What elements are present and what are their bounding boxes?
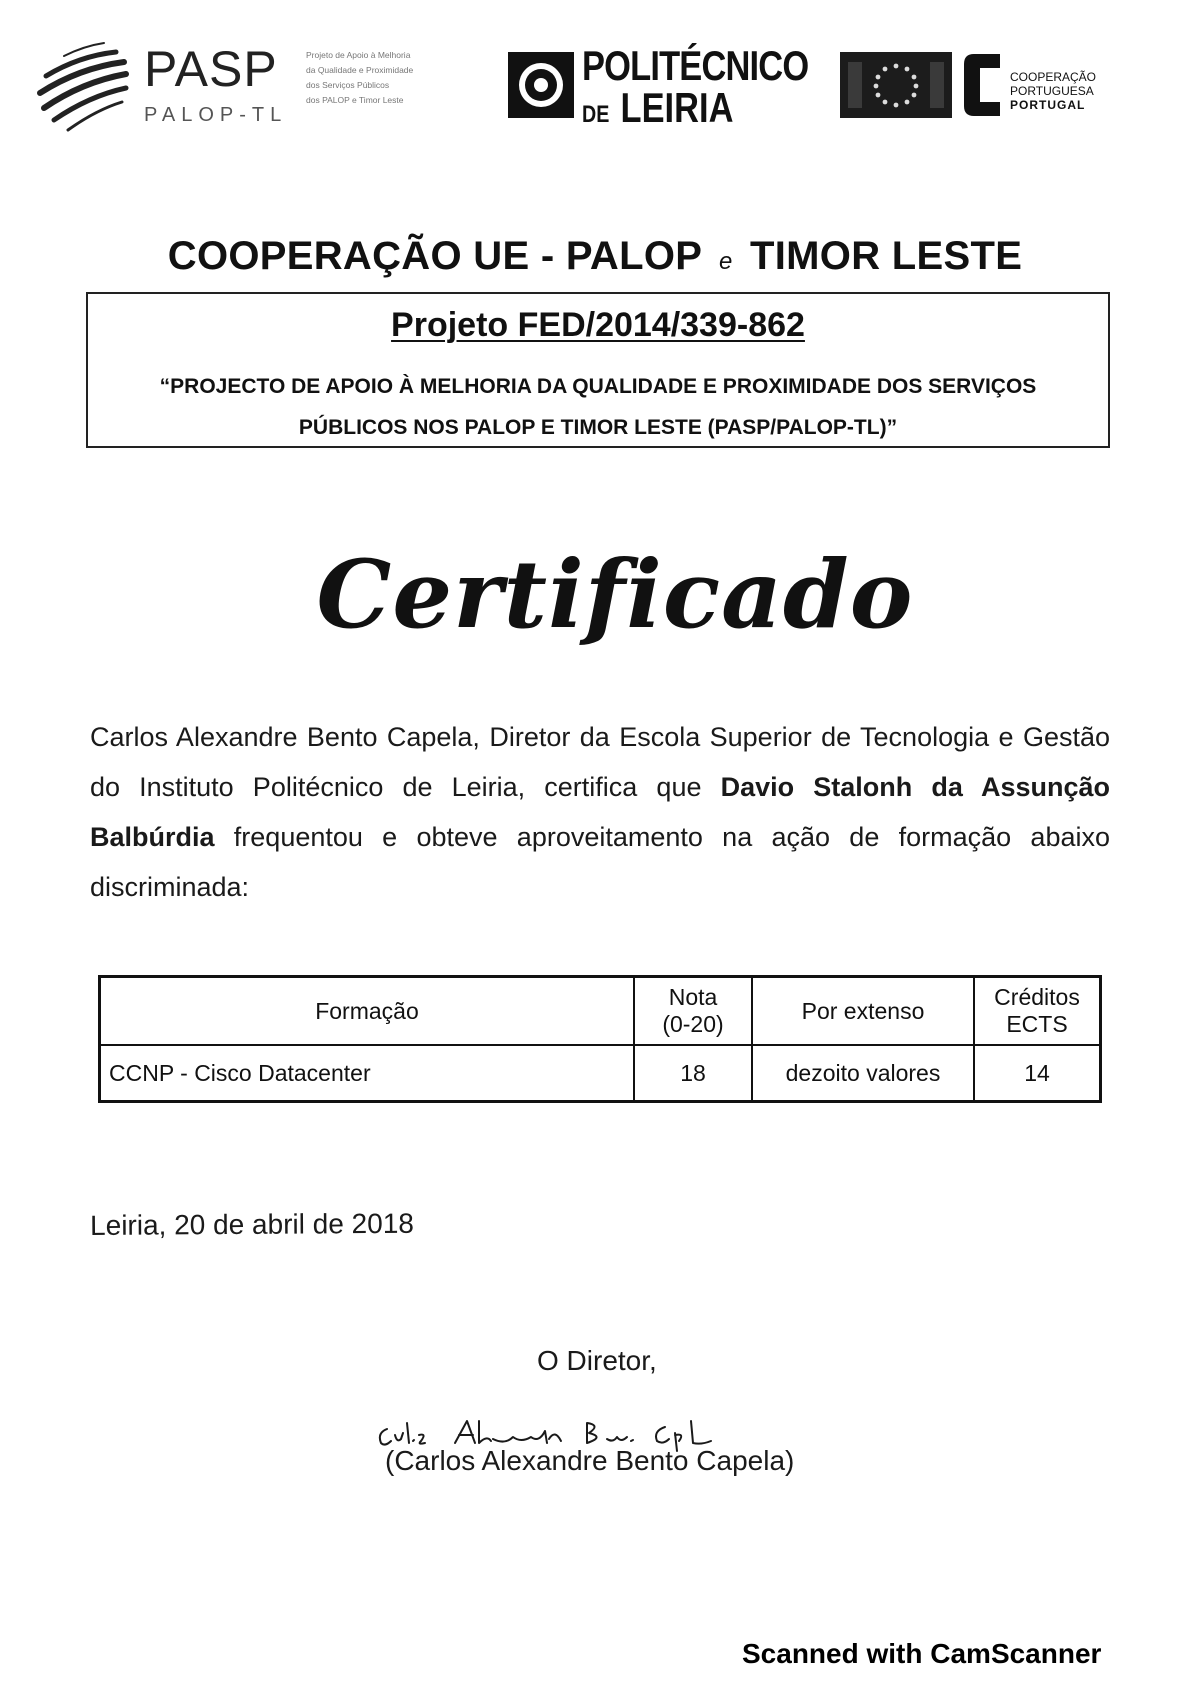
cooperacao-c-icon — [962, 52, 1002, 118]
place-date: Leiria, 20 de abril de 2018 — [90, 1207, 415, 1241]
politecnico-city-prefix: DE — [582, 101, 610, 128]
certificate-body-outro: frequentou e obteve aproveitamento na ação de formação abaixo discriminada: — [90, 822, 1110, 902]
cell-creditos: 14 — [974, 1045, 1101, 1102]
certificate-title: Certificado — [316, 540, 914, 650]
header-nota-line1: Nota — [668, 984, 718, 1010]
eu-flag-icon — [840, 52, 952, 118]
certificate-body-intro: Carlos Alexandre Bento Capela, Diretor da Escola Superior de Tecnologia e Gestão do Instituto Politécnico de Leiria, certifica que — [90, 722, 1110, 802]
project-code — [88, 306, 1108, 345]
cooperacao-portuguesa-logo — [840, 52, 1110, 122]
cooperacao-line: COOPERAÇÃO — [1010, 70, 1097, 84]
heading-right: TIMOR LESTE — [750, 234, 1023, 278]
cooperacao-line: PORTUGUESA — [1010, 84, 1094, 98]
project-description-line2: PÚBLICOS NOS PALOP E TIMOR LESTE (PASP/PALOP-TL)” — [298, 416, 898, 439]
header-extenso: Por extenso — [752, 977, 974, 1046]
main-heading — [0, 234, 1190, 279]
politecnico-leiria-logo — [508, 42, 809, 131]
pasp-subtitle: PALOP-TL — [144, 104, 288, 126]
politecnico-city-name: LEIRIA — [620, 84, 734, 131]
pasp-logo — [34, 38, 464, 138]
scanner-watermark: Scanned with CamScanner — [742, 1638, 1102, 1669]
pasp-description-line: Projeto de Apoio à Melhoria — [306, 50, 411, 60]
cell-formacao: CCNP - Cisco Datacenter — [100, 1045, 635, 1102]
director-title: O Diretor, — [537, 1345, 657, 1376]
project-description-line1: “PROJECTO DE APOIO À MELHORIA DA QUALIDADE E PROXIMIDADE DOS SERVIÇOS — [159, 375, 1037, 398]
pasp-description-line: dos Serviços Públicos — [306, 80, 390, 90]
header-formacao: Formação — [100, 977, 635, 1046]
project-code-text: Projeto FED/2014/339-862 — [391, 306, 805, 344]
project-box — [86, 292, 1110, 448]
cell-nota: 18 — [634, 1045, 752, 1102]
header-creditos-line2: ECTS — [1006, 1011, 1068, 1037]
politecnico-name: POLITÉCNICO — [582, 42, 809, 89]
cooperacao-text — [1010, 70, 1096, 112]
cooperacao-line: PORTUGAL — [1010, 98, 1086, 112]
certificate-recipient: Davio Stalonh da Assunção Balbúrdia — [90, 772, 1110, 852]
certificate-body — [90, 712, 1110, 912]
director-name: (Carlos Alexandre Bento Capela) — [385, 1445, 795, 1476]
header-nota — [634, 977, 752, 1046]
pasp-name: PASP — [144, 41, 278, 97]
header-creditos-line1: Créditos — [994, 984, 1080, 1010]
heading-left: COOPERAÇÃO UE - PALOP — [167, 234, 702, 278]
heading-connector: e — [718, 248, 733, 275]
pasp-description-line: dos PALOP e Timor Leste — [306, 95, 404, 105]
course-table — [98, 975, 1102, 1103]
pasp-description — [306, 48, 474, 108]
politecnico-city — [582, 84, 733, 132]
politecnico-emblem-icon — [508, 52, 574, 118]
header-creditos — [974, 977, 1101, 1046]
table-header-row — [100, 977, 1101, 1046]
project-description — [98, 366, 1098, 448]
header-nota-line2: (0-20) — [662, 1011, 724, 1037]
cell-extenso: dezoito valores — [752, 1045, 974, 1102]
pasp-stripes-icon — [34, 38, 134, 138]
pasp-description-line: da Qualidade e Proximidade — [306, 65, 414, 75]
table-row — [100, 1045, 1101, 1102]
